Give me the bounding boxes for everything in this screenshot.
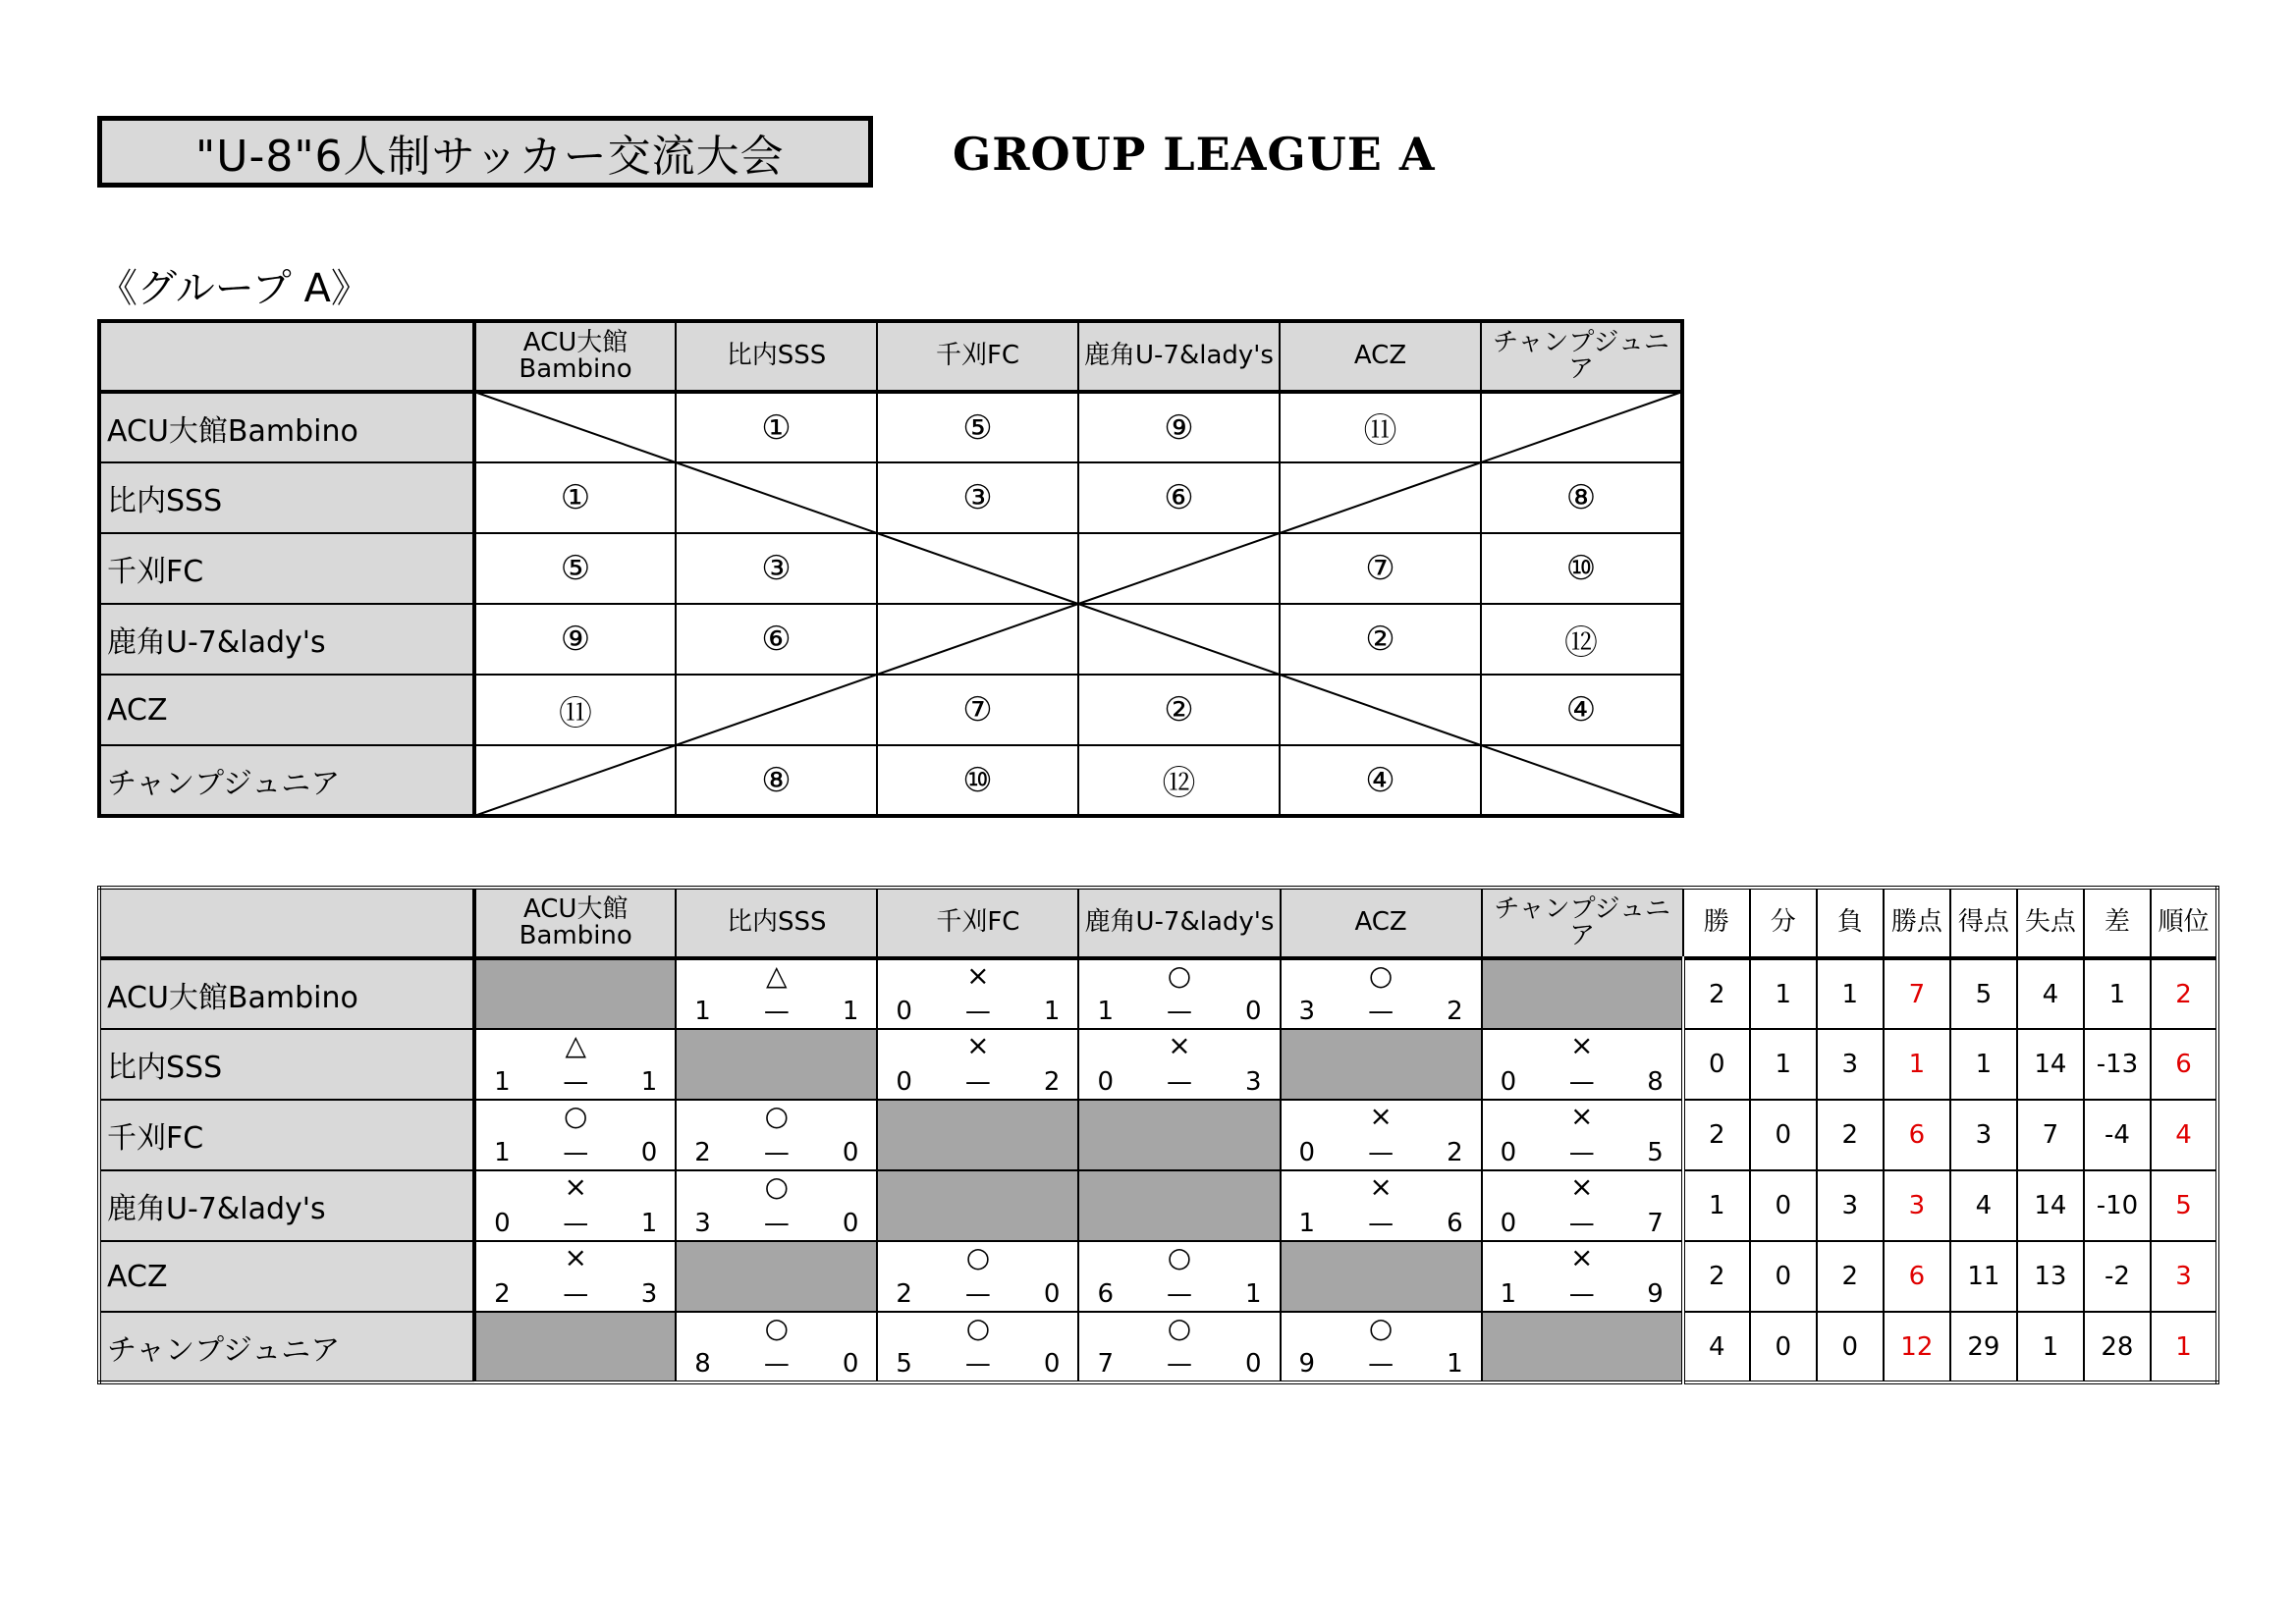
schedule-row xyxy=(99,392,1682,462)
result-mark: ○ xyxy=(965,1241,991,1273)
score-dash: — xyxy=(1368,1349,1394,1379)
stat-得点: 3 xyxy=(1950,1100,2017,1170)
match-number xyxy=(1078,604,1280,675)
self-match-cell xyxy=(474,958,676,1029)
match-number: ⑧ xyxy=(1481,462,1682,533)
score-home: 1 xyxy=(1298,1209,1316,1238)
score-away: 9 xyxy=(1647,1279,1664,1309)
stat-分: 1 xyxy=(1750,958,1817,1029)
team-name: ACZ xyxy=(99,675,474,745)
score-away: 2 xyxy=(1043,1067,1061,1097)
result-mark: ○ xyxy=(764,1170,790,1203)
score-away: 7 xyxy=(1647,1209,1664,1238)
score-home: 3 xyxy=(1298,997,1316,1026)
result-mark: ○ xyxy=(564,1100,588,1132)
col-header-1 xyxy=(676,888,877,958)
corner-cell xyxy=(99,321,474,392)
stat-順位: 6 xyxy=(2151,1029,2217,1100)
score-away: 6 xyxy=(1447,1209,1463,1238)
match-number xyxy=(474,392,676,462)
team-name: ACU大館Bambino xyxy=(99,958,474,1029)
score-away: 0 xyxy=(640,1138,658,1167)
group-label: 《グループ A》 xyxy=(98,266,370,311)
match-number xyxy=(474,745,676,816)
stat-失点: 4 xyxy=(2017,958,2084,1029)
stat-header: 分 xyxy=(1750,888,1817,958)
match-number: ⑩ xyxy=(1481,533,1682,604)
stat-失点: 1 xyxy=(2017,1312,2084,1382)
match-number: ⑨ xyxy=(474,604,676,675)
col-header-line1: ACZ xyxy=(1354,907,1407,938)
result-mark: × xyxy=(1569,1100,1594,1132)
match-number: ② xyxy=(1280,604,1481,675)
self-match-cell xyxy=(1482,1312,1683,1382)
team-name: 千刈FC xyxy=(99,1100,474,1170)
stat-順位: 3 xyxy=(2151,1241,2217,1312)
score-cell xyxy=(676,958,877,1029)
score-home: 1 xyxy=(1097,997,1114,1026)
stat-得点: 5 xyxy=(1950,958,2017,1029)
score-dash: — xyxy=(964,1349,991,1379)
match-number xyxy=(1280,462,1481,533)
score-cell xyxy=(676,1312,877,1382)
schedule-row xyxy=(99,675,1682,745)
col-header-line1: ACZ xyxy=(1353,341,1407,371)
col-header-line1: 鹿角U-7&lady's xyxy=(1084,341,1274,371)
col-header-line1: チャンプジュニア xyxy=(1493,327,1669,384)
stat-勝点: 1 xyxy=(1884,1029,1950,1100)
score-home: 3 xyxy=(694,1209,711,1238)
result-mark: ○ xyxy=(1167,1241,1192,1273)
score-home: 0 xyxy=(1500,1138,1517,1167)
score-cell xyxy=(1281,1100,1482,1170)
stat-負: 1 xyxy=(1817,958,1884,1029)
score-home: 1 xyxy=(1500,1279,1517,1309)
score-away: 0 xyxy=(1245,997,1262,1026)
stat-負: 0 xyxy=(1817,1312,1884,1382)
team-name: ACU大館Bambino xyxy=(99,392,474,462)
match-number xyxy=(1481,745,1682,816)
col-header-4 xyxy=(1280,321,1481,392)
result-mark: ○ xyxy=(1167,1312,1192,1344)
match-number: ② xyxy=(1078,675,1280,745)
self-match-cell xyxy=(877,1170,1078,1241)
team-name: 比内SSS xyxy=(99,462,474,533)
stat-分: 1 xyxy=(1750,1029,1817,1100)
match-number: ⑦ xyxy=(1280,533,1481,604)
result-mark: × xyxy=(966,1029,990,1061)
match-number: ⑦ xyxy=(877,675,1078,745)
stat-分: 0 xyxy=(1750,1312,1817,1382)
score-cell xyxy=(877,1312,1078,1382)
score-cell xyxy=(676,1100,877,1170)
col-header-2 xyxy=(877,888,1078,958)
score-dash: — xyxy=(763,997,790,1026)
self-match-cell xyxy=(1078,1170,1280,1241)
col-header-0 xyxy=(474,888,676,958)
col-header-line1: 千刈FC xyxy=(936,907,1020,938)
score-away: 1 xyxy=(842,997,859,1026)
score-away: 1 xyxy=(1245,1279,1262,1309)
score-cell xyxy=(1482,1029,1683,1100)
stat-勝点: 7 xyxy=(1884,958,1950,1029)
score-away: 2 xyxy=(1447,997,1463,1026)
stat-header: 負 xyxy=(1817,888,1884,958)
match-number xyxy=(877,604,1078,675)
result-mark: ○ xyxy=(1368,959,1394,992)
team-name: 鹿角U-7&lady's xyxy=(99,604,474,675)
col-header-line2: Bambino xyxy=(519,921,632,950)
stat-勝: 1 xyxy=(1683,1170,1750,1241)
score-home: 0 xyxy=(1298,1138,1316,1167)
score-cell xyxy=(1078,1312,1280,1382)
match-number: ⑥ xyxy=(676,604,877,675)
self-match-cell xyxy=(877,1100,1078,1170)
score-home: 0 xyxy=(896,1067,912,1097)
score-away: 0 xyxy=(1043,1349,1061,1379)
score-dash: — xyxy=(563,1138,589,1167)
result-mark: △ xyxy=(565,1029,586,1061)
schedule-row xyxy=(99,533,1682,604)
score-away: 0 xyxy=(1245,1349,1262,1379)
col-header-line2: Bambino xyxy=(519,354,632,384)
self-match-cell xyxy=(474,1312,676,1382)
match-number: ⑪ xyxy=(1280,392,1481,462)
score-home: 1 xyxy=(494,1067,511,1097)
score-away: 8 xyxy=(1647,1067,1664,1097)
stat-差: -2 xyxy=(2084,1241,2151,1312)
score-dash: — xyxy=(964,1279,991,1309)
score-cell xyxy=(1078,1029,1280,1100)
result-mark: × xyxy=(1569,1029,1594,1061)
match-number xyxy=(1280,675,1481,745)
stat-得点: 11 xyxy=(1950,1241,2017,1312)
col-header-3 xyxy=(1078,321,1280,392)
stat-分: 0 xyxy=(1750,1241,1817,1312)
result-mark: × xyxy=(1369,1100,1393,1132)
col-header-line1: ACU大館 xyxy=(522,327,629,357)
score-away: 1 xyxy=(640,1067,658,1097)
match-number: ③ xyxy=(877,462,1078,533)
score-cell xyxy=(676,1170,877,1241)
schedule-row xyxy=(99,745,1682,816)
result-mark: △ xyxy=(766,959,788,992)
score-dash: — xyxy=(1568,1209,1595,1238)
score-cell xyxy=(877,1241,1078,1312)
stat-header: 得点 xyxy=(1950,888,2017,958)
team-name: 鹿角U-7&lady's xyxy=(99,1170,474,1241)
score-cell xyxy=(474,1029,676,1100)
col-header-line1: 千刈FC xyxy=(935,341,1020,371)
stat-勝: 4 xyxy=(1683,1312,1750,1382)
schedule-row xyxy=(99,462,1682,533)
score-dash: — xyxy=(964,1067,991,1097)
stat-差: 1 xyxy=(2084,958,2151,1029)
score-cell xyxy=(877,958,1078,1029)
score-cell xyxy=(1281,958,1482,1029)
score-cell xyxy=(1482,1241,1683,1312)
score-home: 0 xyxy=(896,997,912,1026)
score-cell xyxy=(474,1170,676,1241)
match-number xyxy=(676,675,877,745)
result-mark: ○ xyxy=(1167,959,1192,992)
stat-勝点: 3 xyxy=(1884,1170,1950,1241)
result-row xyxy=(99,1029,2217,1100)
stat-失点: 13 xyxy=(2017,1241,2084,1312)
score-home: 0 xyxy=(1097,1067,1114,1097)
match-number: ⑨ xyxy=(1078,392,1280,462)
stat-header: 勝点 xyxy=(1884,888,1950,958)
score-dash: — xyxy=(1568,1279,1595,1309)
stat-分: 0 xyxy=(1750,1100,1817,1170)
stat-負: 2 xyxy=(1817,1100,1884,1170)
col-header-3 xyxy=(1078,888,1280,958)
self-match-cell xyxy=(1281,1241,1482,1312)
result-mark: ○ xyxy=(764,1312,790,1344)
result-mark: ○ xyxy=(965,1312,991,1344)
self-match-cell xyxy=(1482,958,1683,1029)
result-mark: × xyxy=(564,1170,587,1203)
result-row xyxy=(99,1100,2217,1170)
score-dash: — xyxy=(1568,1067,1595,1097)
score-away: 2 xyxy=(1447,1138,1463,1167)
score-cell xyxy=(1281,1312,1482,1382)
match-number: ③ xyxy=(676,533,877,604)
match-number: ⑤ xyxy=(474,533,676,604)
stat-失点: 14 xyxy=(2017,1029,2084,1100)
stat-勝: 2 xyxy=(1683,1241,1750,1312)
col-header-line1: チャンプジュニア xyxy=(1494,893,1671,950)
stat-順位: 5 xyxy=(2151,1170,2217,1241)
score-home: 1 xyxy=(694,997,711,1026)
tournament-title: "U-8"6人制サッカー交流大会 xyxy=(97,116,873,188)
self-match-cell xyxy=(1281,1029,1482,1100)
score-dash: — xyxy=(1368,1209,1394,1238)
score-away: 1 xyxy=(1447,1349,1463,1379)
result-mark: ○ xyxy=(764,1100,790,1132)
result-mark: × xyxy=(1369,1170,1393,1203)
score-dash: — xyxy=(763,1209,790,1238)
score-home: 5 xyxy=(896,1349,912,1379)
score-dash: — xyxy=(763,1349,790,1379)
stat-順位: 4 xyxy=(2151,1100,2217,1170)
score-cell xyxy=(1482,1170,1683,1241)
col-header-2 xyxy=(877,321,1078,392)
stat-分: 0 xyxy=(1750,1170,1817,1241)
stat-負: 3 xyxy=(1817,1170,1884,1241)
self-match-cell xyxy=(1078,1100,1280,1170)
col-header-1 xyxy=(676,321,877,392)
score-home: 2 xyxy=(494,1279,511,1309)
score-cell xyxy=(877,1029,1078,1100)
score-home: 9 xyxy=(1298,1349,1316,1379)
stat-header: 順位 xyxy=(2151,888,2217,958)
stat-失点: 14 xyxy=(2017,1170,2084,1241)
result-row xyxy=(99,1312,2217,1382)
score-dash: — xyxy=(1368,1138,1394,1167)
team-name: チャンプジュニア xyxy=(99,1312,474,1382)
match-number xyxy=(1481,392,1682,462)
score-away: 0 xyxy=(1043,1279,1061,1309)
team-name: ACZ xyxy=(99,1241,474,1312)
score-cell xyxy=(474,1100,676,1170)
self-match-cell xyxy=(676,1241,877,1312)
result-mark: × xyxy=(966,959,990,992)
stat-差: -10 xyxy=(2084,1170,2151,1241)
match-number: ① xyxy=(474,462,676,533)
stat-勝点: 6 xyxy=(1884,1100,1950,1170)
score-away: 0 xyxy=(842,1138,859,1167)
stat-header: 失点 xyxy=(2017,888,2084,958)
stat-勝点: 12 xyxy=(1884,1312,1950,1382)
stat-差: 28 xyxy=(2084,1312,2151,1382)
score-home: 0 xyxy=(1500,1209,1517,1238)
col-header-5 xyxy=(1482,888,1683,958)
match-number: ① xyxy=(676,392,877,462)
result-row xyxy=(99,1170,2217,1241)
result-mark: × xyxy=(1168,1029,1191,1061)
score-dash: — xyxy=(1167,1279,1192,1309)
corner-cell xyxy=(99,888,474,958)
score-home: 0 xyxy=(1500,1067,1517,1097)
stat-失点: 7 xyxy=(2017,1100,2084,1170)
result-mark: × xyxy=(1569,1170,1594,1203)
score-dash: — xyxy=(563,1209,589,1238)
score-away: 0 xyxy=(842,1349,859,1379)
score-home: 6 xyxy=(1097,1279,1114,1309)
team-name: 千刈FC xyxy=(99,533,474,604)
match-number: ⑤ xyxy=(877,392,1078,462)
stat-順位: 1 xyxy=(2151,1312,2217,1382)
league-title: GROUP LEAGUE A xyxy=(953,128,1436,181)
stat-負: 2 xyxy=(1817,1241,1884,1312)
match-number: ⑫ xyxy=(1481,604,1682,675)
score-dash: — xyxy=(1167,1067,1192,1097)
score-cell xyxy=(474,1241,676,1312)
col-header-4 xyxy=(1281,888,1482,958)
match-number: ⑥ xyxy=(1078,462,1280,533)
score-home: 2 xyxy=(694,1138,711,1167)
schedule-table xyxy=(97,319,1684,818)
col-header-5 xyxy=(1481,321,1682,392)
score-dash: — xyxy=(1568,1138,1595,1167)
match-number xyxy=(1078,533,1280,604)
score-home: 7 xyxy=(1097,1349,1114,1379)
score-away: 1 xyxy=(1043,997,1061,1026)
result-mark: ○ xyxy=(1368,1312,1394,1344)
stat-勝: 0 xyxy=(1683,1029,1750,1100)
match-number xyxy=(676,462,877,533)
score-away: 3 xyxy=(1245,1067,1262,1097)
score-away: 1 xyxy=(640,1209,658,1238)
stat-得点: 29 xyxy=(1950,1312,2017,1382)
stat-差: -13 xyxy=(2084,1029,2151,1100)
score-home: 8 xyxy=(694,1349,711,1379)
score-cell xyxy=(1078,1241,1280,1312)
stat-header: 差 xyxy=(2084,888,2151,958)
stat-勝: 2 xyxy=(1683,958,1750,1029)
self-match-cell xyxy=(676,1029,877,1100)
score-dash: — xyxy=(1368,997,1394,1026)
score-away: 3 xyxy=(640,1279,658,1309)
stat-負: 3 xyxy=(1817,1029,1884,1100)
result-row xyxy=(99,958,2217,1029)
results-table xyxy=(97,886,2219,1384)
score-cell xyxy=(1281,1170,1482,1241)
score-away: 5 xyxy=(1647,1138,1664,1167)
score-dash: — xyxy=(563,1279,589,1309)
score-cell xyxy=(1078,958,1280,1029)
col-header-line1: ACU大館 xyxy=(522,893,629,924)
match-number: ⑪ xyxy=(474,675,676,745)
stat-勝点: 6 xyxy=(1884,1241,1950,1312)
stat-順位: 2 xyxy=(2151,958,2217,1029)
score-dash: — xyxy=(964,997,991,1026)
col-header-line1: 比内SSS xyxy=(727,907,827,938)
stat-得点: 4 xyxy=(1950,1170,2017,1241)
team-name: チャンプジュニア xyxy=(99,745,474,816)
match-number: ④ xyxy=(1280,745,1481,816)
col-header-line1: 比内SSS xyxy=(726,341,827,371)
team-name: 比内SSS xyxy=(99,1029,474,1100)
match-number xyxy=(877,533,1078,604)
score-away: 0 xyxy=(842,1209,859,1238)
stat-差: -4 xyxy=(2084,1100,2151,1170)
score-dash: — xyxy=(563,1067,589,1097)
match-number: ⑩ xyxy=(877,745,1078,816)
match-number: ⑧ xyxy=(676,745,877,816)
stat-勝: 2 xyxy=(1683,1100,1750,1170)
col-header-0 xyxy=(474,321,676,392)
result-row xyxy=(99,1241,2217,1312)
stat-header: 勝 xyxy=(1683,888,1750,958)
score-cell xyxy=(1482,1100,1683,1170)
schedule-row xyxy=(99,604,1682,675)
match-number: ④ xyxy=(1481,675,1682,745)
stat-得点: 1 xyxy=(1950,1029,2017,1100)
score-dash: — xyxy=(763,1138,790,1167)
col-header-line1: 鹿角U-7&lady's xyxy=(1084,907,1275,938)
score-home: 2 xyxy=(896,1279,912,1309)
result-mark: × xyxy=(1569,1241,1594,1273)
score-home: 1 xyxy=(494,1138,511,1167)
score-dash: — xyxy=(1167,1349,1192,1379)
score-dash: — xyxy=(1167,997,1192,1026)
score-home: 0 xyxy=(494,1209,511,1238)
result-mark: × xyxy=(564,1241,587,1273)
match-number: ⑫ xyxy=(1078,745,1280,816)
